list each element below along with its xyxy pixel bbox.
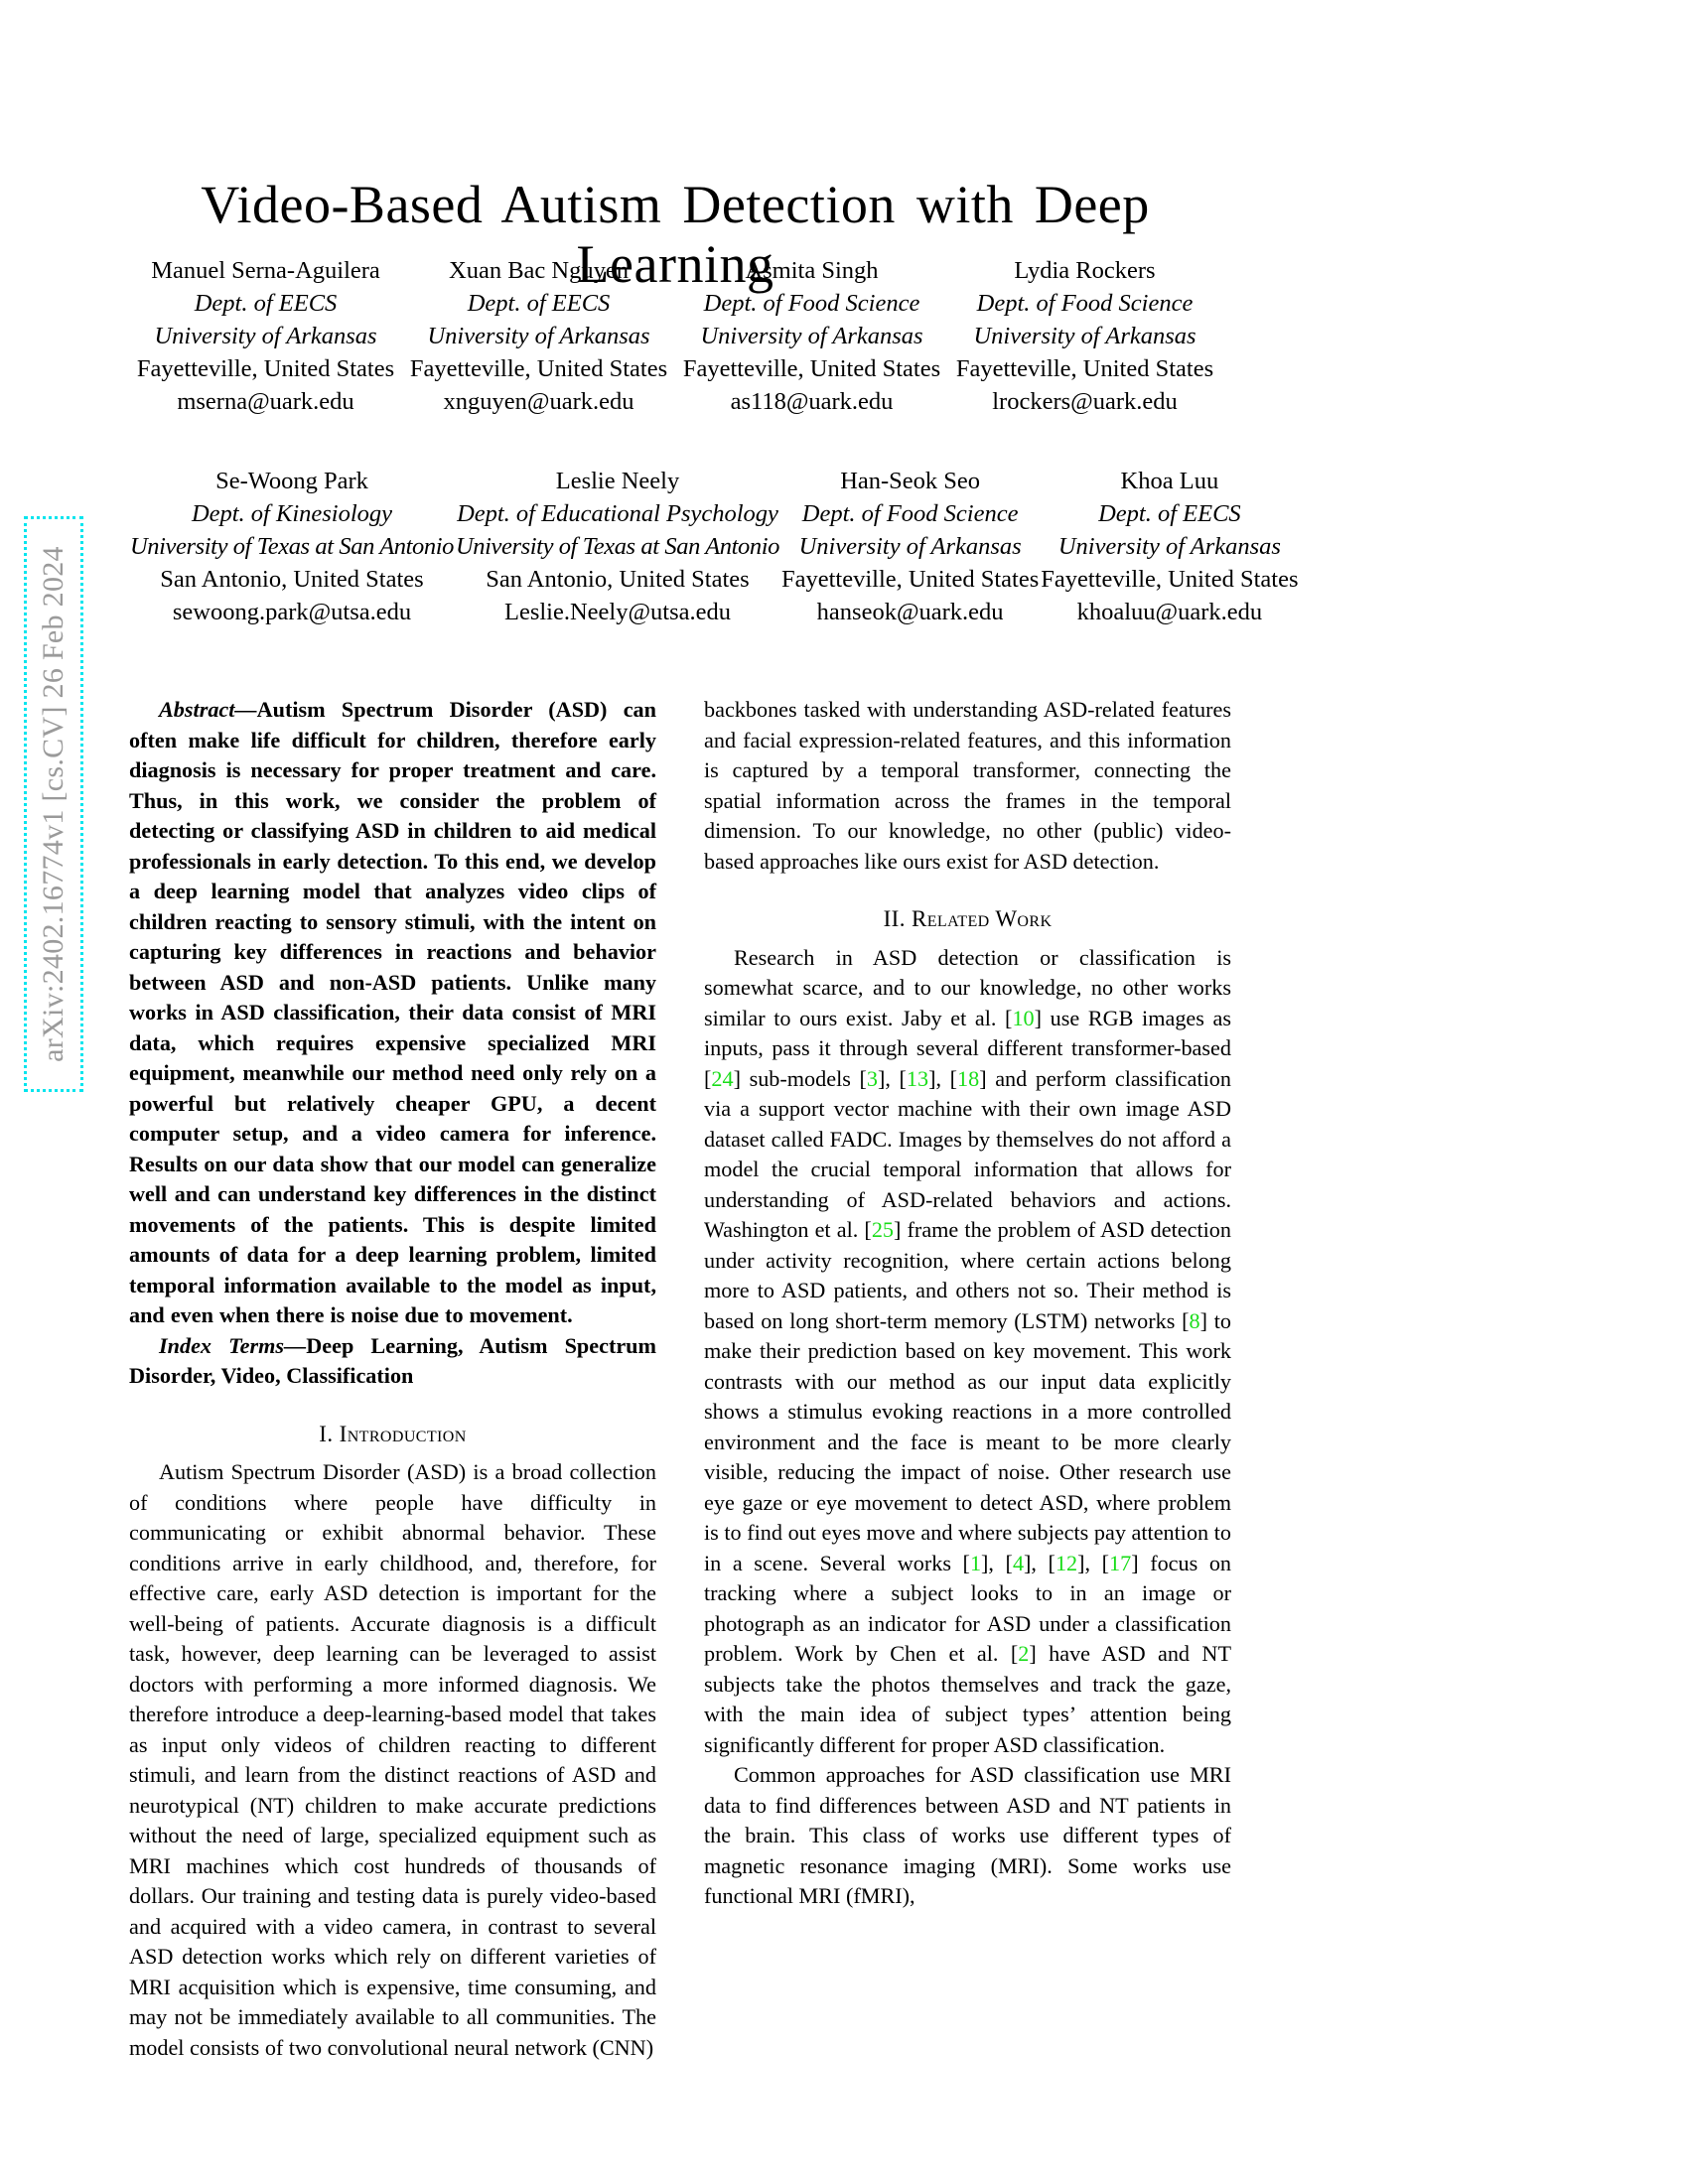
index-terms-text: Deep Learning, Autism Spectrum Disorder, Video, Classification xyxy=(129,1332,657,1388)
citation-link[interactable]: 3 xyxy=(866,1065,878,1091)
author-dept: Dept. of Food Science xyxy=(976,290,1194,317)
author-city: Fayetteville, United States xyxy=(682,355,941,382)
text-run: ] to make their prediction based on key movement. This work contrasts with our method as our input data explicitly shows a stimulus evoking reactions in a more controlled environment and the face is meant to be more clearly visible, reducing the impact of noise. Other research use eye gaze or eye movement to detect ASD, where problem is to find out eyes move and where subjects pay attention to in a scene. Several works [ xyxy=(704,1307,1231,1575)
page-title: Video-Based Autism Detection with Deep Learning xyxy=(201,175,1150,295)
author-university: University of Arkansas xyxy=(1057,533,1281,560)
author-city: Fayetteville, United States xyxy=(409,355,668,382)
citation-link[interactable]: 18 xyxy=(957,1065,980,1091)
author-university: University of Arkansas xyxy=(973,323,1196,349)
author-university: University of Arkansas xyxy=(154,323,377,349)
related-work-paragraph-1 xyxy=(704,943,1231,1761)
author-email[interactable]: mserna@uark.edu xyxy=(177,388,354,415)
citation-link[interactable]: 17 xyxy=(1109,1550,1132,1575)
section-heading-related-work xyxy=(704,904,1231,935)
author-name: Xuan Bac Nguyen xyxy=(449,257,629,284)
text-run: ], [ xyxy=(981,1550,1013,1575)
abstract-text: Autism Spectrum Disorder (ASD) can often make life difficult for children, therefore early diagnosis is necessary for proper treatment and care. Thus, in this work, we consider the problem of detecting or classifying ASD in children to aid medical professionals in early detection. To this end, we develop a deep learning model that analyzes video clips of children reacting to sensory stimuli, with the intent on capturing key differences in reactions and behavior between ASD and non-ASD patients. Unlike many works in ASD classification, their data consist of MRI data, which requires expensive specialized MRI equipment, meanwhile our method need only rely on a powerful but relatively cheaper GPU, a decent computer setup, and a video camera for inference. Results on our data show that our model can generalize well and can understand key differences in the distinct movements of the patients. This is despite limited amounts of data for a deep learning problem, limited temporal information available to the model as input, and even when there is noise due to movement. xyxy=(129,697,656,1327)
author-block xyxy=(402,254,675,418)
author-university: University of Texas at San Antonio xyxy=(130,533,454,560)
citation-link[interactable]: 13 xyxy=(906,1065,929,1091)
author-block xyxy=(675,254,948,418)
author-email[interactable]: as118@uark.edu xyxy=(730,388,894,415)
author-name: Se-Woong Park xyxy=(215,468,368,494)
abstract-label: Abstract— xyxy=(159,697,257,722)
author-name: Leslie Neely xyxy=(555,468,680,494)
author-university: University of Arkansas xyxy=(427,323,650,349)
right-column xyxy=(704,695,1231,2144)
text-run: ], [ xyxy=(1024,1550,1055,1575)
text-run: ] have ASD and NT subjects take the photos themselves and track the gaze, with the main idea of subject types’ attention being significantly different for proper ASD classification. xyxy=(704,1641,1232,1757)
section-title: Introduction xyxy=(339,1421,467,1446)
citation-link[interactable]: 10 xyxy=(1012,1005,1035,1030)
author-city: Fayetteville, United States xyxy=(781,566,1040,593)
index-terms-label: Index Terms— xyxy=(159,1332,307,1358)
author-email[interactable]: khoaluu@uark.edu xyxy=(1076,599,1263,625)
author-block xyxy=(1040,465,1299,628)
author-block xyxy=(129,254,402,418)
author-dept: Dept. of Educational Psychology xyxy=(457,500,778,527)
abstract-paragraph xyxy=(129,695,656,1331)
author-block xyxy=(780,465,1040,628)
author-city: San Antonio, United States xyxy=(486,566,750,593)
author-city: San Antonio, United States xyxy=(160,566,424,593)
citation-link[interactable]: 24 xyxy=(711,1065,734,1091)
author-dept: Dept. of Kinesiology xyxy=(191,500,393,527)
author-name: Asmita Singh xyxy=(745,257,879,284)
citation-link[interactable]: 25 xyxy=(871,1217,895,1242)
section-heading-introduction xyxy=(129,1420,656,1450)
author-email[interactable]: xnguyen@uark.edu xyxy=(443,388,634,415)
section-number: I. xyxy=(319,1421,334,1446)
citation-link[interactable]: 2 xyxy=(1018,1641,1030,1666)
intro-continuation-paragraph: backbones tasked with understanding ASD-related features and facial expression-related features, and this information is captured by a temporal transformer, connecting the spatial information across the frames in the temporal dimension. To our knowledge, no other (public) video-based approaches like ours exist for ASD detection. xyxy=(704,697,1231,874)
citation-link[interactable]: 1 xyxy=(969,1550,982,1575)
citation-link[interactable]: 8 xyxy=(1189,1307,1200,1333)
intro-paragraph: Autism Spectrum Disorder (ASD) is a broad collection of conditions where people have difficulty in communicating or exhibit abnormal behavior. These conditions arrive in early childhood, and, therefore, for effective care, early ASD detection is important for the well-being of patients. Accurate diagnosis is a difficult task, however, deep learning can be leveraged to assist doctors with performing a more informed diagnosis. We therefore introduce a deep-learning-based model that takes as input only videos of children reacting to different stimuli, and learn from the distinct reactions of ASD and neurotypical (NT) children to make accurate predictions without the need of large, specialized equipment such as MRI machines which cost hundreds of thousands of dollars. Our training and testing data is purely video-based and acquired with a video camera, in contrast to several ASD detection works which rely on different varieties of MRI acquisition which is expensive, time consuming, and may not be immediately available to all communities. The model consists of two convolutional neural network (CNN) xyxy=(129,1459,656,2060)
author-name: Khoa Luu xyxy=(1120,468,1219,494)
author-email[interactable]: lrockers@uark.edu xyxy=(992,388,1178,415)
arxiv-stamp-text: arXiv:2402.16774v1 [cs.CV] 26 Feb 2024 xyxy=(37,546,70,1062)
text-run: ] and perform classification via a support vector machine with their own image ASD dataset called FADC. Images by themselves do not afford a model the crucial temporal information that allows for understanding of ASD-related behaviors and actions. Washington et al. [ xyxy=(704,1065,1231,1242)
index-terms-paragraph xyxy=(129,1331,656,1392)
author-row-1 xyxy=(129,254,1221,418)
text-run: Research in ASD detection or classification is somewhat scarce, and to our knowledge, no other works similar to ours exist. Jaby et al. [ xyxy=(704,944,1231,1030)
section-number: II. xyxy=(883,906,906,931)
text-run: ], [ xyxy=(928,1065,958,1091)
left-column xyxy=(129,695,656,2144)
author-university: University of Arkansas xyxy=(798,533,1022,560)
author-email[interactable]: Leslie.Neely@utsa.edu xyxy=(503,599,731,625)
author-block xyxy=(129,465,455,628)
author-city: Fayetteville, United States xyxy=(955,355,1214,382)
text-run: ] use RGB images as inputs, pass it through several different transformer-based [ xyxy=(704,1005,1231,1091)
author-dept: Dept. of Food Science xyxy=(703,290,920,317)
author-name: Lydia Rockers xyxy=(1014,257,1156,284)
text-run: ], [ xyxy=(877,1065,907,1091)
author-dept: Dept. of EECS xyxy=(1098,500,1241,527)
author-row-2 xyxy=(129,465,1299,628)
body-columns xyxy=(129,695,1231,2144)
text-run: ], [ xyxy=(1077,1550,1110,1575)
author-university: University of Arkansas xyxy=(700,323,923,349)
author-name: Han-Seok Seo xyxy=(840,468,981,494)
author-university: University of Texas at San Antonio xyxy=(456,533,779,560)
author-email[interactable]: hanseok@uark.edu xyxy=(816,599,1004,625)
text-run: ] sub-models [ xyxy=(733,1065,867,1091)
author-city: Fayetteville, United States xyxy=(136,355,395,382)
related-work-paragraph-2: Common approaches for ASD classification use MRI data to find differences between ASD and NT patients in the brain. This class of works use different types of magnetic resonance imaging (MRI). Some works use functional MRI (fMRI), xyxy=(704,1762,1231,1908)
citation-link[interactable]: 12 xyxy=(1055,1550,1078,1575)
citation-link[interactable]: 4 xyxy=(1012,1550,1025,1575)
author-block xyxy=(455,465,780,628)
section-title: Related Work xyxy=(912,906,1053,931)
author-dept: Dept. of EECS xyxy=(467,290,611,317)
author-block xyxy=(948,254,1221,418)
author-email[interactable]: sewoong.park@utsa.edu xyxy=(172,599,412,625)
author-city: Fayetteville, United States xyxy=(1041,566,1299,593)
author-name: Manuel Serna-Aguilera xyxy=(151,257,380,284)
author-dept: Dept. of Food Science xyxy=(801,500,1019,527)
author-dept: Dept. of EECS xyxy=(194,290,338,317)
text-run: ] frame the problem of ASD detection under activity recognition, where certain actions belong more to ASD patients, and others not so. Their method is based on long short-term memory (LSTM) networks [ xyxy=(704,1217,1231,1333)
text-run: ] focus on tracking where a subject looks to in an image or photograph as an indicator for ASD under a classification problem. Work by Chen et al. [ xyxy=(704,1550,1232,1666)
